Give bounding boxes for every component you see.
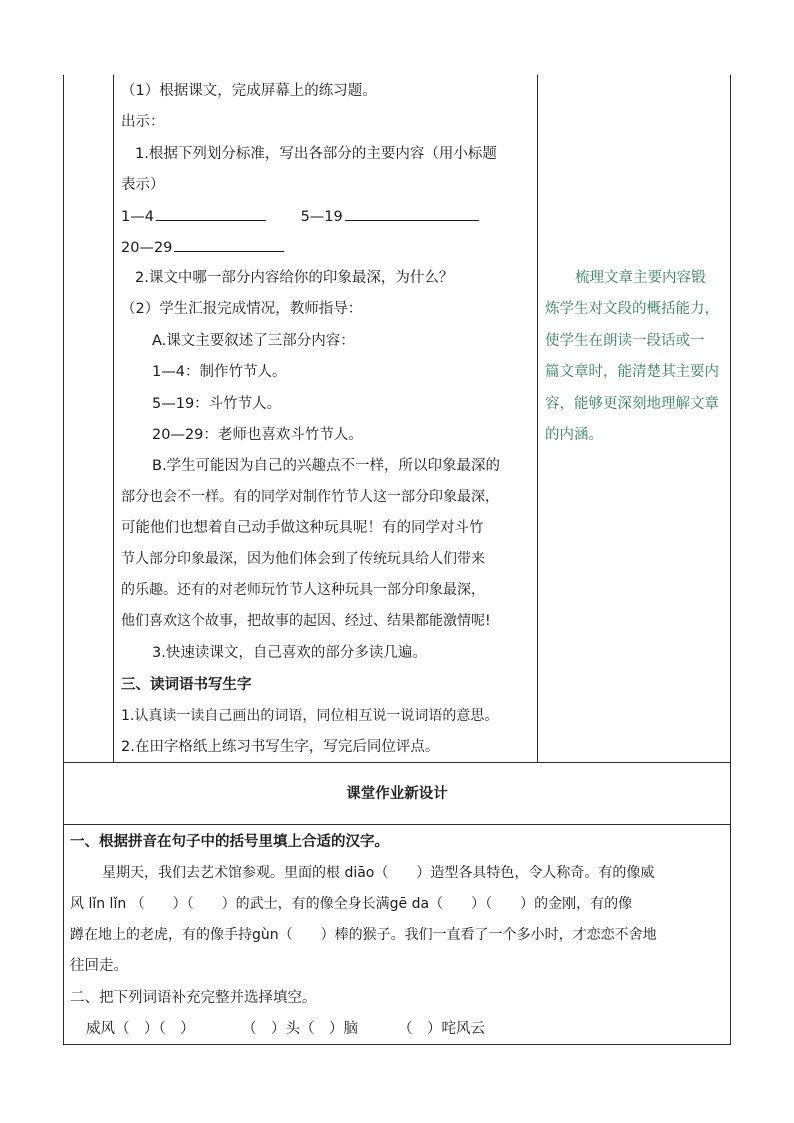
row-divider-1 (63, 762, 731, 763)
lesson-line-14: B.学生可能因为自己的兴趣点不一样，所以印象最深的 (152, 458, 501, 474)
table-border-bottom (63, 1044, 731, 1045)
note-line-6: 的内涵。 (545, 427, 603, 443)
range-label-5-19: 5—19 (300, 209, 343, 225)
homework-q1-line-1: 星期天，我们去艺术馆参观。里面的根 diāo（ ）造型各具特色，令人称奇。有的像威 (102, 865, 655, 881)
row-divider-2 (63, 824, 731, 825)
note-line-3: 使学生在朗读一段话或一 (545, 333, 705, 349)
note-line-4: 篇文章时，能清楚其主要内 (545, 364, 719, 380)
answer-blank-1[interactable] (156, 206, 266, 221)
homework-q1-line-2: 风 lǐn lǐn （ ）（ ）的武士，有的像全身长满gē da（ ）（ ）的金刚，有的像 (70, 896, 633, 912)
lesson-line-10: A.课文主要叙述了三部分内容： (152, 333, 355, 349)
lesson-line-8: 2.课文中哪一部分内容给你的印象最深，为什么？ (135, 270, 454, 286)
homework-q1-line-4: 往回走。 (70, 958, 128, 974)
column-divider-2 (537, 75, 538, 762)
note-line-5: 容，能够更深刻地理解文章 (545, 396, 719, 412)
lesson-line-19: 他们喜欢这个故事，把故事的起因、经过、结果都能激情呢! (121, 613, 491, 629)
lesson-line-11: 1—4：制作竹节人。 (152, 364, 287, 380)
range-label-20-29: 20—29 (121, 240, 173, 256)
homework-q1-line-3: 蹲在地上的老虎，有的像手持gùn（ ）棒的猴子。我们一直看了一个多小时，才恋恋不舍地 (70, 927, 657, 943)
range-label-1-4: 1—4 (121, 209, 154, 225)
note-line-2: 炼学生对文段的概括能力， (545, 301, 719, 317)
lesson-line-23: 2.在田字格纸上练习书写生字，写完后同位评点。 (121, 739, 440, 755)
section-heading-3: 三、读词语书写生字 (121, 677, 252, 693)
lesson-line-12: 5—19：斗竹节人。 (152, 396, 282, 412)
column-divider-1 (113, 75, 114, 762)
lesson-line-15: 部分也会不一样。有的同学对制作竹节人这一部分印象最深， (121, 489, 499, 505)
blank-row-1 (121, 206, 479, 227)
lesson-line-17: 节人部分印象最深，因为他们体会到了传统玩具给人们带来 (121, 551, 485, 567)
note-line-1: 梳理文章主要内容锻 (575, 270, 706, 286)
lesson-line-20: 3.快速读课文，自己喜欢的部分多读几遍。 (152, 645, 427, 661)
lesson-line-3: 1.根据下列划分标准，写出各部分的主要内容（用小标题 (135, 146, 497, 162)
lesson-line-2: 出示： (121, 114, 165, 130)
homework-q1-title: 一、根据拼音在句子中的括号里填上合适的汉字。 (70, 834, 389, 850)
answer-blank-2[interactable] (345, 206, 479, 221)
blank-row-2 (121, 237, 284, 258)
homework-q2-word-3: （ ）咤风云 (398, 1021, 485, 1037)
table-border-right (730, 75, 731, 1045)
table-border-left (63, 75, 64, 1045)
lesson-line-18: 的乐趣。还有的对老师玩竹节人这种玩具一部分印象最深， (121, 582, 485, 598)
lesson-line-1: （1）根据课文，完成屏幕上的练习题。 (121, 83, 377, 99)
answer-blank-3[interactable] (174, 237, 284, 252)
lesson-line-13: 20—29：老师也喜欢斗竹节人。 (152, 427, 363, 443)
homework-q2-word-2: （ ）头（ ）脑 (242, 1021, 358, 1037)
lesson-line-16: 可能他们也想着自己动手做这种玩具呢！有的同学对斗竹 (121, 520, 484, 536)
lesson-line-9: （2）学生汇报完成情况，教师指导： (121, 301, 363, 317)
homework-q2-title: 二、把下列词语补充完整并选择填空。 (70, 990, 317, 1006)
homework-title: 课堂作业新设计 (346, 786, 448, 802)
lesson-line-4: 表示） (121, 177, 165, 193)
homework-q2-word-1: 威风（ ）（ ） (86, 1021, 195, 1037)
lesson-line-22: 1.认真读一读自己画出的词语，同位相互说一说词语的意思。 (121, 708, 499, 724)
